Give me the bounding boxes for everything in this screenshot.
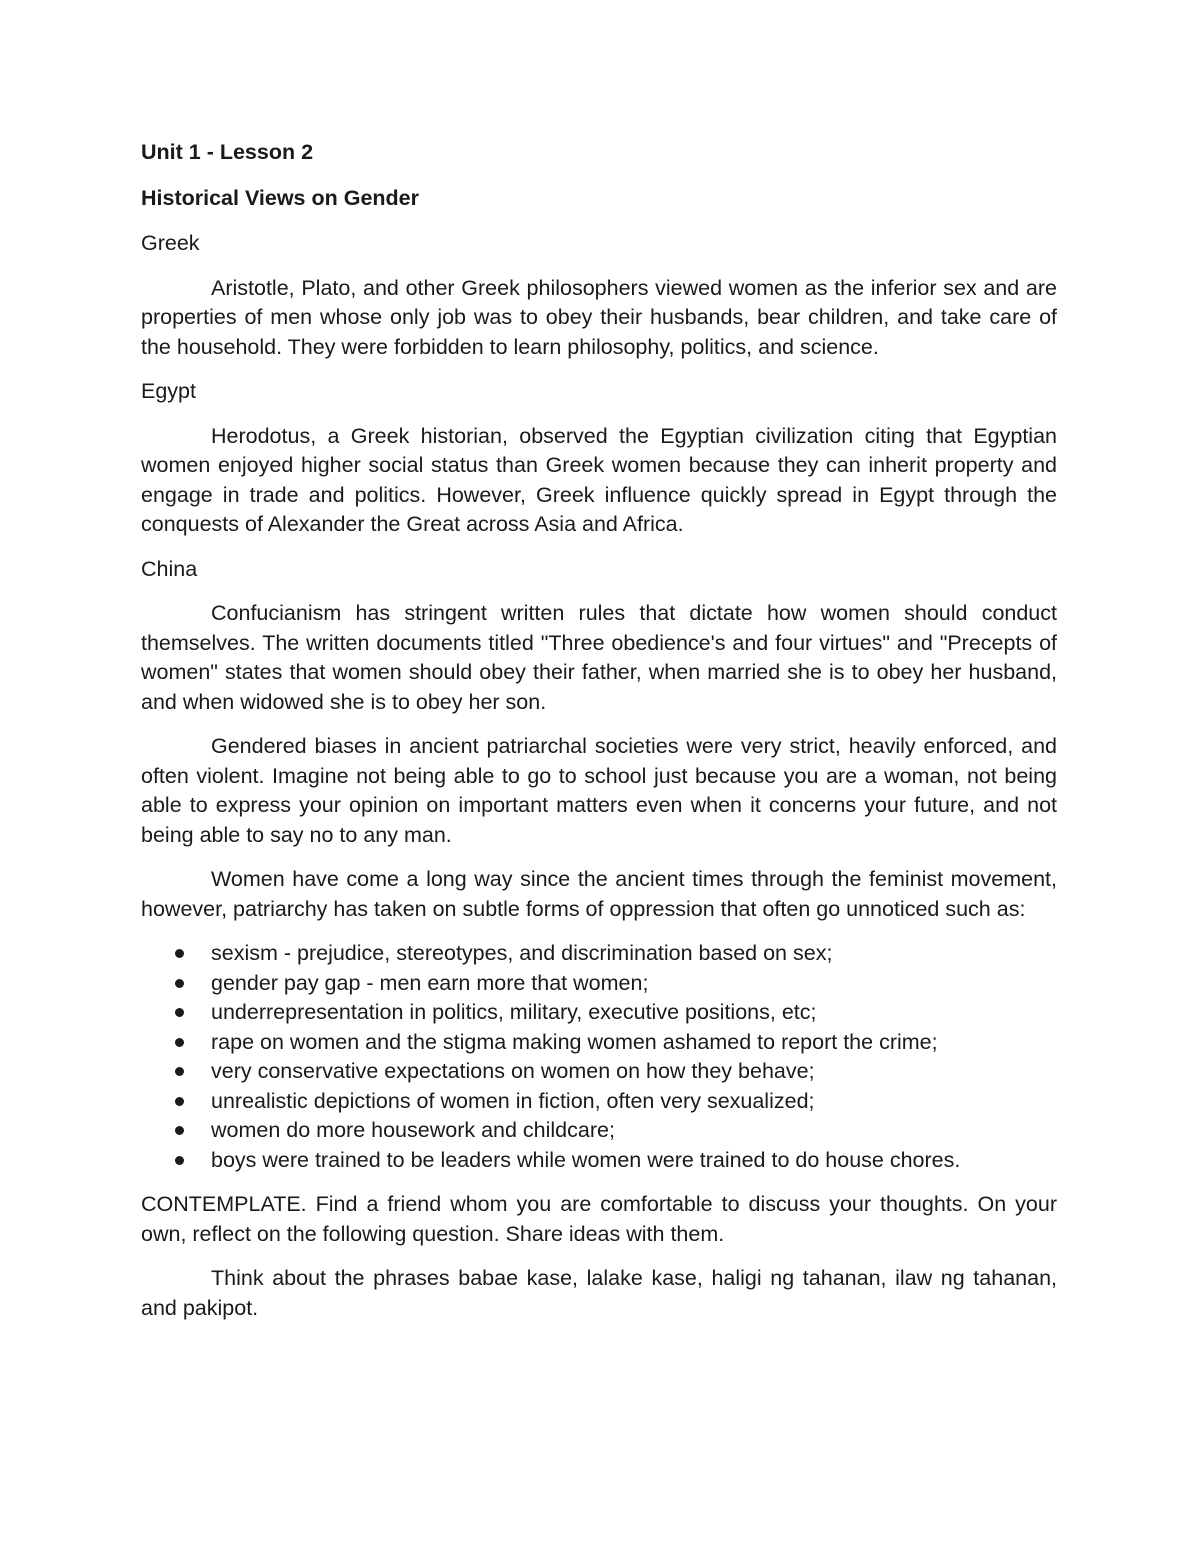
list-item bbox=[141, 998, 1057, 1028]
list-item-text: sexism - prejudice, stereotypes, and discrimination based on sex; bbox=[211, 941, 833, 965]
paragraph-china-biases: Gendered biases in ancient patriarchal societies were very strict, heavily enforced, and often violent. Imagine not being able to go to school just because you are a woman, not being able to express your opinion on important matters even when it concerns your future, and not being able to say no to any man. bbox=[141, 734, 1057, 847]
list-item bbox=[141, 1116, 1057, 1146]
list-item bbox=[141, 969, 1057, 999]
list-item bbox=[141, 1146, 1057, 1176]
paragraph-china-confucianism: Confucianism has stringent written rules that dictate how women should conduct themselves. The written documents titled "Three obedience's and four virtues" and "Precepts of women" states that women should obey their father, when married she is to obey her husband, and when widowed she is to obey her son. bbox=[141, 601, 1057, 714]
paragraph-egypt: Herodotus, a Greek historian, observed the Egyptian civilization citing that Egyptian women enjoyed higher social status than Greek women because they can inherit property and engage in trade and politics. However, Greek influence quickly spread in Egypt through the conquests of Alexander the Great across Asia and Africa. bbox=[141, 423, 1057, 536]
section-heading-egypt: Egypt bbox=[141, 379, 196, 403]
list-item-text: unrealistic depictions of women in fiction, often very sexualized; bbox=[211, 1088, 815, 1113]
bullet-icon bbox=[175, 1097, 184, 1106]
list-item-text: underrepresentation in politics, military, executive positions, etc; bbox=[211, 1000, 817, 1024]
list-item-text: gender pay gap - men earn more that women; bbox=[211, 970, 649, 995]
contemplate-paragraph: CONTEMPLATE. Find a friend whom you are comfortable to discuss your thoughts. On your own, reflect on the following question. Share ideas with them. bbox=[141, 1192, 1057, 1246]
bullet-icon bbox=[175, 1038, 184, 1047]
bullet-icon bbox=[175, 1067, 184, 1076]
list-item bbox=[141, 1087, 1057, 1117]
closing-paragraph: Think about the phrases babae kase, lalake kase, haligi ng tahanan, ilaw ng tahanan, and pakipot. bbox=[141, 1266, 1057, 1320]
bullet-icon bbox=[175, 1126, 184, 1135]
bullet-icon bbox=[175, 949, 184, 958]
section-heading-china: China bbox=[141, 556, 198, 581]
bullet-icon bbox=[175, 979, 184, 988]
paragraph-greek: Aristotle, Plato, and other Greek philosophers viewed women as the inferior sex and are properties of men whose only job was to obey their husbands, bear children, and take care of the household. They were forbidden to learn philosophy, politics, and science. bbox=[141, 275, 1057, 359]
list-item-text: boys were trained to be leaders while women were trained to do house chores. bbox=[211, 1147, 961, 1172]
bullet-icon bbox=[175, 1156, 184, 1165]
list-item bbox=[141, 1057, 1057, 1087]
unit-title: Unit 1 - Lesson 2 bbox=[141, 140, 314, 164]
section-heading-greek: Greek bbox=[141, 231, 200, 255]
document-page bbox=[141, 138, 1057, 1338]
list-item-text: women do more housework and childcare; bbox=[211, 1118, 615, 1142]
lesson-title: Historical Views on Gender bbox=[141, 185, 419, 210]
oppression-list bbox=[141, 939, 1057, 1175]
list-item bbox=[141, 939, 1057, 969]
bullet-icon bbox=[175, 1008, 184, 1017]
paragraph-china-modern: Women have come a long way since the ancient times through the feminist movement, however, patriarchy has taken on subtle forms of oppression that often go unnoticed such as: bbox=[141, 867, 1057, 921]
list-item bbox=[141, 1028, 1057, 1058]
list-item-text: very conservative expectations on women on how they behave; bbox=[211, 1059, 815, 1083]
list-item-text: rape on women and the stigma making women ashamed to report the crime; bbox=[211, 1029, 938, 1054]
